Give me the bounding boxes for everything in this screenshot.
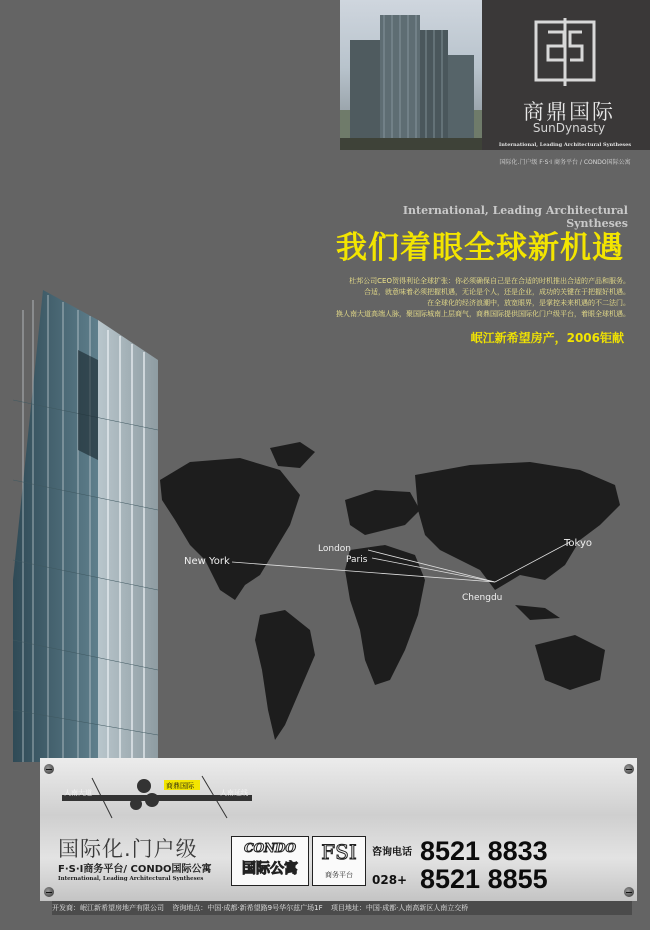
footer-consult: 咨询地点：中国·成都·新希望路9号华尔兹广场1F: [172, 904, 323, 912]
map-label-london: London: [318, 544, 351, 554]
world-map: [150, 440, 650, 760]
footer-project: 项目地址：中国·成都·人南高新区人南立交桥: [330, 904, 469, 912]
english-headline: International, Leading Architectural Syntheses: [402, 204, 628, 230]
indonesia-shape: [515, 605, 560, 620]
body-line: 在全球化的经济浪潮中，放宽眼界，是掌控未来机遇的不二法门。: [427, 299, 630, 307]
body-line: 杜邦公司CEO贺得利论全球扩张：你必须确保自己是在合适的时机推出合适的产品和服务。: [349, 277, 630, 285]
phone-number-1[interactable]: 8521 8833: [420, 836, 548, 866]
fsi-logo: FSI: [321, 840, 357, 864]
screw-icon: [44, 887, 54, 897]
body-line: 合适，就意味着必须把握机遇，无论是个人，还是企业，成功的关键在于把握好机遇。: [364, 288, 630, 296]
phone-number-2[interactable]: 8521 8855: [420, 864, 548, 894]
asia-shape: [415, 462, 620, 590]
europe-shape: [345, 490, 420, 535]
body-copy: [170, 276, 630, 320]
australia-shape: [535, 635, 605, 690]
map-label-tokyo: Tokyo: [564, 538, 592, 549]
screw-icon: [624, 887, 634, 897]
body-line: 换人南大道高端人脉，聚国际城南上层商气，商鼎国际提供国际化门户级平台，着眼全球机遇。: [336, 310, 630, 318]
footer-bar: [52, 901, 632, 915]
map-label-chengdu: Chengdu: [462, 593, 503, 603]
condo-logo-box: [231, 836, 309, 886]
road-label-main: 人南大道: [64, 789, 92, 797]
hotline-label: 咨询电话: [372, 847, 412, 858]
south-america-shape: [255, 610, 315, 740]
map-highlight-label: 商鼎国际: [166, 782, 194, 790]
bottom-cn-tag: 国际化.门户级: [58, 837, 198, 861]
area-code: 028+: [372, 873, 408, 887]
road-label-ext: 人南延线: [220, 789, 248, 797]
north-america-shape: [160, 458, 300, 600]
location-road-map: [52, 768, 282, 823]
header-subline: 国际化.门户级 F·S·I 商务平台 / CONDO国际公寓: [499, 159, 631, 166]
fsi-logo-box: [312, 836, 366, 886]
header-tagline: International, Leading Architectural Syntheses: [498, 142, 632, 148]
condo-cn-label: 国际公寓: [242, 861, 298, 877]
brand-name-cn: 商鼎国际: [523, 100, 615, 124]
tower-illustration: [8, 280, 163, 762]
footer-developer: 开发商：岷江新希望房地产有限公司: [52, 904, 164, 912]
brand-name-en: SunDynasty: [532, 121, 606, 135]
chinese-headline: 我们着眼全球新机遇: [336, 230, 624, 266]
map-label-new-york: New York: [184, 556, 230, 567]
greenland-shape: [270, 442, 315, 468]
platform-line: F·S·I商务平台/ CONDO国际公寓: [58, 864, 212, 875]
screw-icon: [624, 764, 634, 774]
condo-logo: CONDO: [244, 841, 296, 855]
building-photo: [340, 0, 482, 150]
bottom-en-tag: International, Leading Architectural Syntheses: [58, 876, 204, 882]
fsi-cn-label: 商务平台: [325, 871, 353, 879]
sundynasty-emblem-icon: [482, 0, 650, 90]
developer-signature: 岷江新希望房产，2006钜献: [470, 331, 624, 345]
map-label-paris: Paris: [346, 555, 368, 565]
